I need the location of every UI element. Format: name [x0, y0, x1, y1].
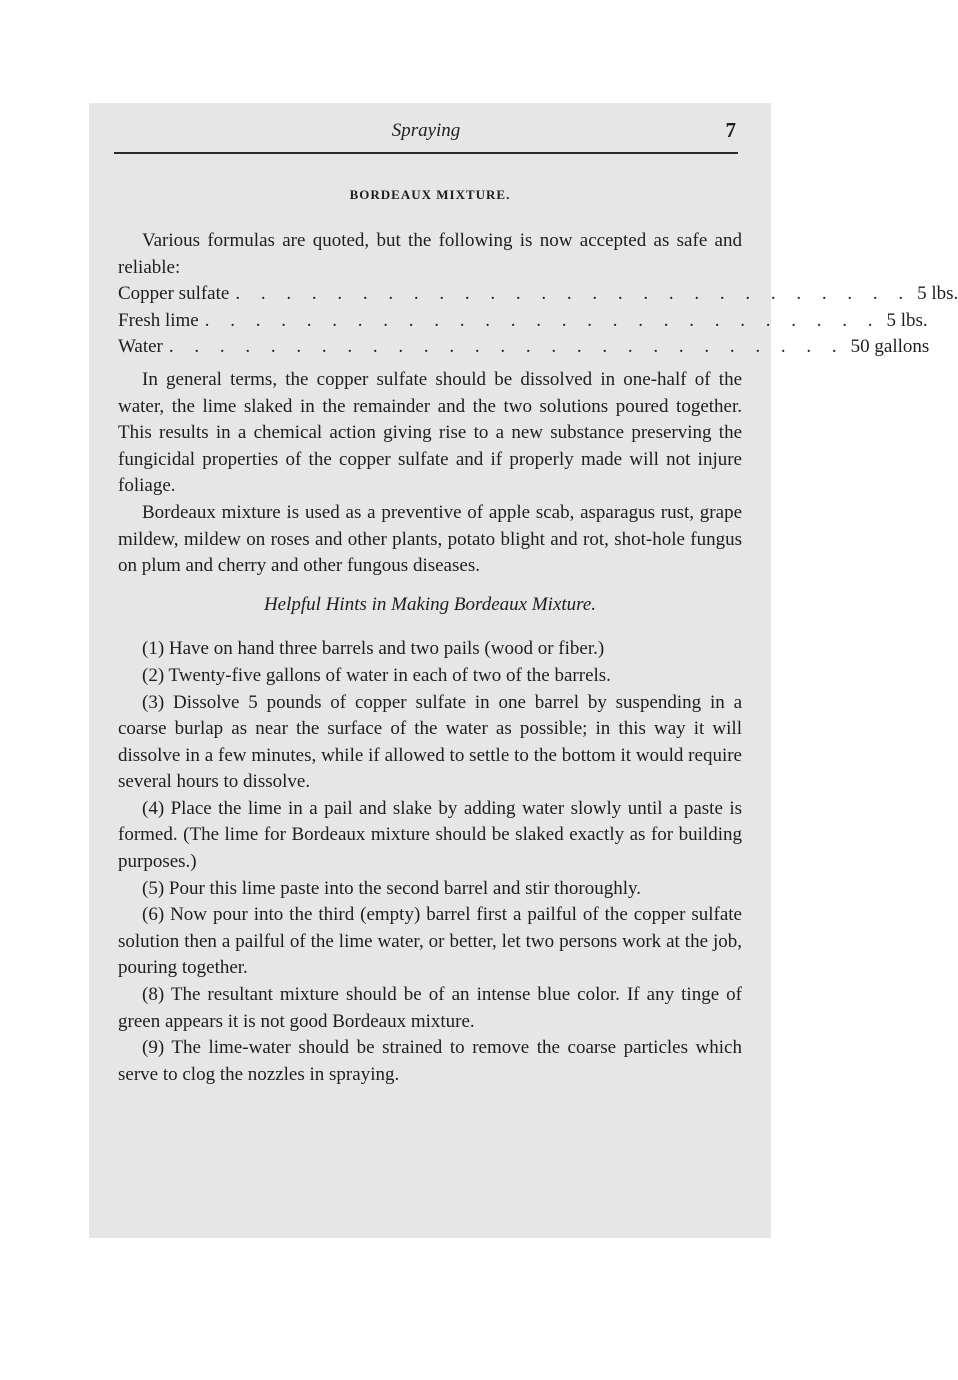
section-title: BORDEAUX MIXTURE. — [349, 187, 511, 202]
body-paragraph: In general terms, the copper sulfate should be dissolved in one-half of the water, the lime slaked in the remainder and the two solutions poured together. This results in a chemical action giving rise to a new substance preserving the fungicidal properties of the copper sulfate and if properly made will not injure foliage. — [118, 368, 742, 497]
running-header — [114, 118, 738, 148]
hint-item: (6) Now pour into the third (empty) barrel first a pailful of the copper sulfate solution then a pailful of the lime water, or better, let two persons work at the job, pouring together. — [118, 904, 742, 979]
ingredient-name: Water — [118, 336, 163, 358]
leader-dots: . . . . . . . . . . . . . . . . . . . . . . . . . . . — [235, 283, 912, 305]
ingredient-name: Fresh lime — [118, 309, 199, 331]
leader-dots: . . . . . . . . . . . . . . . . . . . . . . . . . . . — [204, 309, 881, 331]
ingredient-name: Copper sulfate — [118, 283, 230, 305]
hints-title: Helpful Hints in Making Bordeaux Mixture. — [263, 593, 597, 615]
ingredient-quantity: 5 lbs. — [886, 309, 928, 331]
ingredient-quantity: 50 gallons — [850, 336, 930, 358]
formula-row — [118, 308, 928, 335]
hint-item: (5) Pour this lime paste into the second barrel and stir thoroughly. — [142, 877, 642, 899]
hint-item: (1) Have on hand three barrels and two pails (wood or fiber.) — [142, 638, 605, 660]
ingredient-quantity: 5 lbs. — [917, 283, 958, 305]
formula-row — [118, 281, 958, 308]
hint-item: (9) The lime-water should be strained to remove the coarse particles which serve to clog the nozzles in spraying. — [118, 1037, 742, 1085]
hint-item: (8) The resultant mixture should be of an intense blue color. If any tinge of green appears it is not good Bordeaux mixture. — [118, 984, 742, 1032]
leader-dots: . . . . . . . . . . . . . . . . . . . . . . . . . . . — [168, 336, 845, 358]
hint-item: (4) Place the lime in a pail and slake by adding water slowly until a paste is formed. (The lime for Bordeaux mixture should be slaked exactly as for building purposes.) — [118, 797, 742, 873]
page-body — [118, 186, 958, 1088]
formula-table — [118, 281, 958, 361]
header-rule — [114, 152, 738, 154]
intro-paragraph: Various formulas are quoted, but the following is now accepted as safe and reliable: — [118, 230, 742, 278]
running-title: Spraying — [391, 120, 461, 141]
page-number: 7 — [725, 118, 736, 142]
body-paragraph: Bordeaux mixture is used as a preventive of apple scab, asparagus rust, grape mildew, mildew on roses and other plants, potato blight and rot, shot-hole fungus on plum and cherry and other fungous diseases. — [118, 501, 742, 577]
hint-item: (3) Dissolve 5 pounds of copper sulfate in one barrel by suspending in a coarse burlap as near the surface of the water as possible; in this way it will dissolve in a few minutes, while if allowed to settle to the bottom it would require several hours to dissolve. — [118, 691, 742, 793]
hint-item: (2) Twenty-five gallons of water in each of two of the barrels. — [142, 664, 611, 686]
formula-row — [118, 334, 930, 361]
